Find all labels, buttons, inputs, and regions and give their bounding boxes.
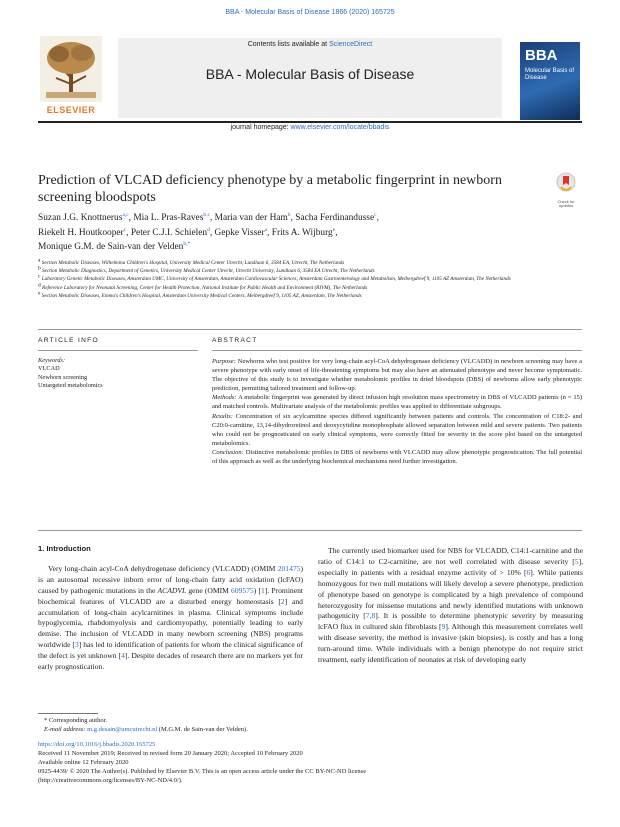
affiliation-item <box>38 259 582 267</box>
affiliation-text: Section Metabolic Diseases, Wilhelmina Children's Hospital, University Medical Center Utrecht, Lundlaan 6, 3584 EA, Utrecht, The Netherlands <box>41 260 345 266</box>
conclusion-text: Distinctive metabolomic profiles in DBS of newborns with VLCADD may allow phenotypic prognostication. The full potential of this approach as well as the underlying biochemical mechanisms need further investigation. <box>212 448 582 466</box>
author-list <box>38 211 582 255</box>
affiliation-list <box>38 259 582 300</box>
article-info-divider <box>38 350 198 351</box>
affiliation-marker: a <box>38 257 41 264</box>
affiliation-text: Laboratory Genetic Metabolic Diseases, Amsterdam UMC, University of Amsterdam, Amsterdam Cardiovascular Sciences, Amsterdam Gastroenterology and Metabolism, Meibergdreef 9, 1105 AZ Amsterdam, The Netherlands <box>41 276 511 283</box>
author-name[interactable]: Sacha Ferdinandusse <box>295 213 375 223</box>
article-info-heading: ARTICLE INFO <box>38 337 99 344</box>
keywords-label: Keywords: <box>38 357 66 364</box>
conclusion-label: Conclusion: <box>212 448 244 456</box>
body-paragraph: The currently used biomarker used for NBS for VLCADD, C14:1-carnitine and the ratio of C14:1 to C2-carnitine, are not well correlated with disease severity [5], especially in patients with a residual enzyme activity of > 10% [6]. While patients homozygous for two null mutations will likely develop a severe phenotype, prediction of phenotype based on genotype is complicated by a high prevalence of compound heterozygosity for missense mutations and newly identified mutations with unknown pathogenicity [7,8]. It is possible to determine phenotypic severity by measuring lcFAO flux in cultured skin fibroblasts [9]. Although this measurement correlates well with disease severity, the method is invasive (skin biopsies), is costly and has a long turn-around time. While individuals with a benign phenotype do not require strict treatment, early identification of neonates at risk of developing early <box>318 546 583 665</box>
abstract-text <box>212 357 582 466</box>
email-label: E-mail address: <box>44 726 88 733</box>
author-affiliation-marker[interactable]: b <box>287 211 291 218</box>
license-statement: 0925-4439/ © 2020 The Author(s). Published by Elsevier B.V. This is an open access article under the CC BY-NC-ND license <box>38 768 367 776</box>
author-name[interactable]: Gepke Visser <box>214 227 265 238</box>
footnote-divider <box>38 713 98 714</box>
author-affiliation-marker[interactable]: b,c <box>203 211 210 218</box>
keyword-item: Newborn screening <box>38 373 88 381</box>
doi-link[interactable]: https://doi.org/10.1016/j.bbadis.2020.165725 <box>38 741 156 748</box>
affiliation-text: Section Metabolic Diseases, Emma's Children's Hospital, Amsterdam University Medical Centers, Meibergdreef 9, 1105 AZ, Amsterdam, The Netherlands <box>41 292 362 299</box>
author-name[interactable]: Suzan J.G. Knottnerus <box>38 213 123 223</box>
affiliation-text: Section Metabolic Diagnostics, Department of Genetics, University Medical Center Utrecht, Utrecht University, Lundlaan 6, 3584 EA Utrecht, The Netherlands <box>42 268 375 275</box>
keyword-item: VLCAD <box>38 365 60 373</box>
abstract-conclusion <box>212 448 582 466</box>
email-suffix: (M.G.M. de Sain-van der Velden). <box>157 726 248 733</box>
abstract-bottom-divider <box>38 530 582 531</box>
journal-citation-line[interactable]: BBA - Molecular Basis of Disease 1866 (2020) 165725 <box>225 9 395 16</box>
affiliation-text: Reference Laboratory for Neonatal Screening, Center for Health Protection, National Institute for Public Health and Environment (RIVM), The Netherlands <box>42 284 368 291</box>
header-divider <box>38 121 582 123</box>
body-column-right <box>318 546 583 666</box>
abstract-heading: ABSTRACT <box>212 337 258 344</box>
affiliation-marker: c <box>38 273 41 280</box>
affiliation-item <box>38 281 582 292</box>
contents-prefix: Contents lists available at <box>247 41 330 48</box>
corresponding-author-footnote <box>38 716 338 734</box>
gene-name: ACADVL <box>157 585 187 595</box>
reference-link[interactable]: 7,8 <box>365 611 376 621</box>
omim-link[interactable]: 609575 <box>231 585 254 595</box>
check-for-updates-button[interactable] <box>550 172 582 208</box>
article-title: Prediction of VLCAD deficiency phenotype by a metabolic fingerprint in newborn screening bloodspots <box>38 173 502 205</box>
body-column-left <box>38 544 303 673</box>
author-affiliation-marker[interactable]: a <box>264 226 268 233</box>
abstract-results <box>212 412 582 448</box>
received-dates: Received 11 November 2019; Received in revised form 20 January 2020; Accepted 10 February 2020 <box>38 750 303 758</box>
results-label: Results: <box>212 412 233 420</box>
omim-link[interactable]: 201475 <box>277 563 301 573</box>
homepage-prefix: journal homepage: <box>230 124 291 131</box>
author-name[interactable]: Frits A. Wijburg <box>271 227 333 238</box>
affiliation-item <box>38 267 582 275</box>
author-name[interactable]: Monique G.M. de Sain-van der Velden <box>38 242 184 252</box>
affiliation-marker: e <box>38 290 41 297</box>
contents-line <box>38 41 582 48</box>
journal-header <box>38 22 582 131</box>
license-link[interactable]: (http://creativecommons.org/licenses/BY-NC-ND/4.0/). <box>38 777 183 785</box>
elsevier-wordmark: ELSEVIER <box>46 105 96 115</box>
reference-link[interactable]: 1 <box>261 585 265 595</box>
author-separator: , <box>128 213 134 223</box>
abstract-purpose <box>212 357 582 393</box>
author-separator: , <box>290 213 296 223</box>
methods-text: A metabolic fingerprint was generated by direct infusion high resolution mass spectrometry in DBS of VLCADD patients (n = 15) and matched controls. Multivariate analysis of the metabolomic profiles was applied to differentiate subgroups. <box>212 394 582 411</box>
affiliation-item <box>38 292 582 300</box>
affiliation-item <box>38 275 582 283</box>
author-name[interactable]: Peter C.J.I. Schielen <box>130 227 208 238</box>
results-text: Concentration of six acylcarnitine species differed significantly between patients and controls. The concentration of C18:2- and C20:0-carnitine, 13,14-dihydroretinol and deoxycytidine monophosphate allowed separation between mild and severe patients. Two patients who could not be prognosticated on early clinical symptoms, were correctly fitted for severity in the score plot based on the untargeted metabolomics. <box>212 412 582 447</box>
author-name[interactable]: Maria van der Ham <box>214 213 288 223</box>
reference-link[interactable]: 5 <box>574 556 579 566</box>
reference-link[interactable]: 3 <box>74 640 79 650</box>
abstract-divider <box>212 350 582 351</box>
journal-cover-image <box>520 42 580 120</box>
cover-subtitle: Molecular Basis of Disease <box>525 68 575 81</box>
purpose-text: Newborns who test positive for very long-chain acyl-CoA dehydrogenase deficiency (VLCADD) in newborn screening may have a severe phenotype with early onset of life-threatening symptoms but may also have an attenuated phenotype and never become symptomatic. The objective of this study is to investigate whether metabolomic profiles in dried bloodspots (DBS) of newborns allow early phenotypic prediction, permitting tailored treatment and follow-up. <box>212 358 582 393</box>
check-updates-icon <box>556 172 576 194</box>
author-affiliation-marker[interactable]: a,c <box>122 211 129 218</box>
author-separator: , <box>209 213 215 223</box>
keywords-block <box>38 357 198 390</box>
author-affiliation-marker[interactable]: b,* <box>183 240 191 247</box>
author-separator: , <box>209 227 215 238</box>
abstract-methods <box>212 393 582 411</box>
homepage-line <box>118 124 502 131</box>
author-separator: , <box>335 227 338 238</box>
corresponding-author-label: * Corresponding author. <box>44 717 108 724</box>
author-separator: , <box>267 227 272 238</box>
email-line <box>38 725 338 734</box>
article-history <box>38 740 458 785</box>
reference-link[interactable]: 4 <box>121 651 125 661</box>
purpose-label: Purpose: <box>212 358 236 365</box>
email-link[interactable]: m.g.desain@umcutrecht.nl <box>87 726 158 733</box>
keyword-item: Untargeted metabolomics <box>38 381 103 389</box>
affiliation-marker: d <box>38 281 41 288</box>
author-name[interactable]: Mia L. Pras-Raves <box>133 213 204 223</box>
author-affiliation-marker[interactable]: e <box>332 226 336 233</box>
journal-title: BBA - Molecular Basis of Disease <box>205 66 415 82</box>
reference-link[interactable]: 9 <box>441 622 446 632</box>
methods-label: Methods: <box>212 394 237 402</box>
author-separator: , <box>376 213 379 223</box>
reference-link[interactable]: 6 <box>526 567 531 577</box>
available-online: Available online 12 February 2020 <box>38 759 129 767</box>
cover-title: BBA <box>525 47 558 64</box>
metadata-divider <box>38 329 582 330</box>
author-affiliation-marker[interactable]: c <box>374 211 377 218</box>
section-heading-introduction: 1. Introduction <box>38 544 91 553</box>
reference-link[interactable]: 2 <box>280 596 285 606</box>
check-updates-label: Check for updates <box>557 199 575 208</box>
author-separator: , <box>126 227 131 238</box>
affiliation-marker: b <box>38 265 41 272</box>
author-affiliation-marker[interactable]: d <box>207 226 210 233</box>
homepage-link[interactable]: www.elsevier.com/locate/bbadis <box>290 124 390 131</box>
intro-paragraph: Very long-chain acyl-CoA dehydrogenase deficiency (VLCADD) (OMIM 201475) is an autosomal recessive inborn error of long-chain fatty acid oxidation (lcFAO) caused by pathogenic mutations in the ACADVL gene (OMIM 609575) [1]. Prominent biochemical features of VLCADD are a disturbed energy homeostasis [2] and accumulation of long-chain acylcarnitines in plasma. Clinical symptoms include hypoglycemia, rhabdomyolysis and cardiomyopathy, potentially leading to early demise. The inclusion of VLCADD in many newborn screening (NBS) programs worldwide [3] has led to identification of patients for whom the clinical significance of the defect is yet unknown [4]. Despite decades of research there are no markers yet for early prognostication. <box>38 563 303 672</box>
author-affiliation-marker[interactable]: c <box>123 226 127 233</box>
sciencedirect-link[interactable]: ScienceDirect <box>329 41 373 48</box>
author-name[interactable]: Riekelt H. Houtkooper <box>38 227 124 238</box>
